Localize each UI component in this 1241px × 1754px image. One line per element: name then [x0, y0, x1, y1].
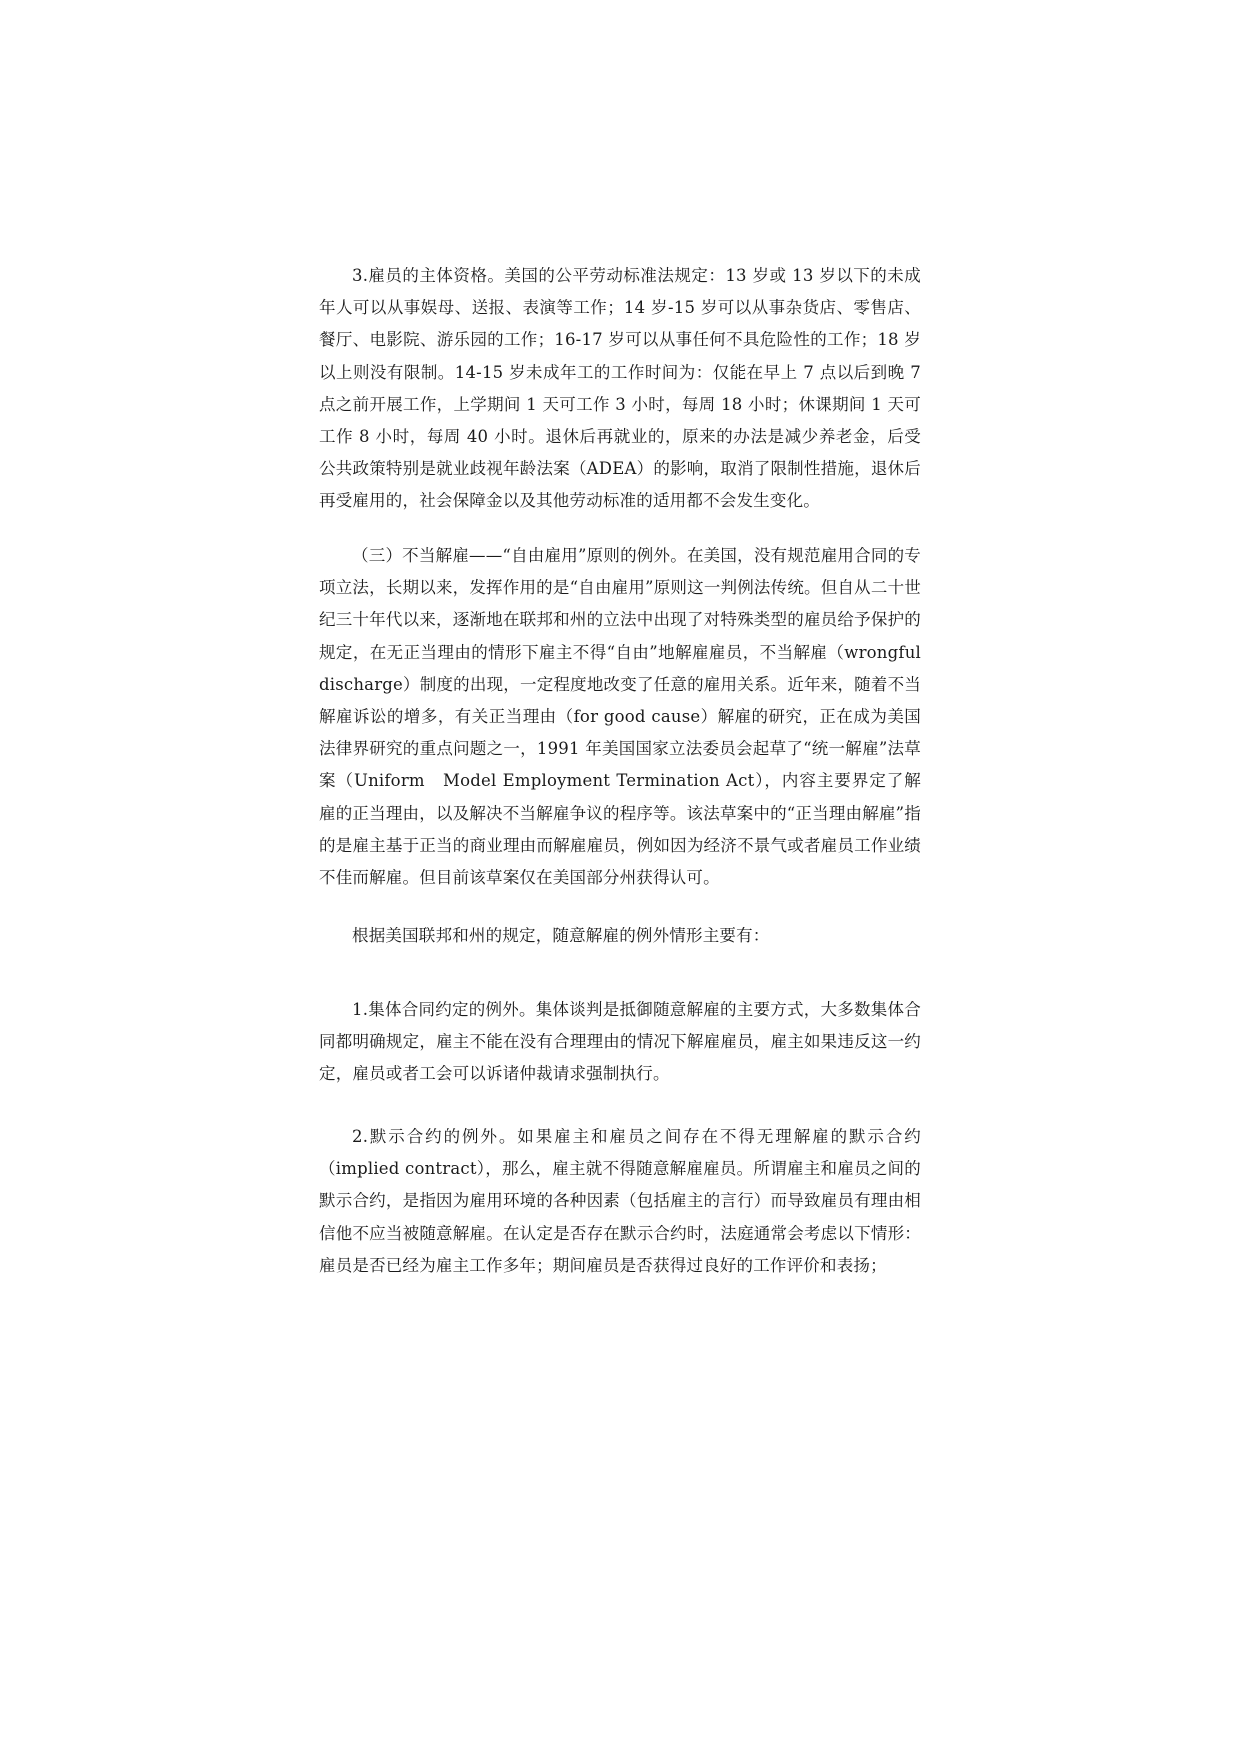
paragraph-wrongful-discharge: （三）不当解雇——“自由雇用”原则的例外。在美国，没有规范雇用合同的专项立法，长期以来，发挥作用的是“自由雇用”原则这一判例法传统。但自从二十世纪三十年代以来，逐渐地在联邦和州的立法中出现了对特殊类型的雇员给予保护的规定，在无正当理由的情形下雇主不得“自由”地解雇雇员，不当解雇（wrongful discharge）制度的出现，一定程度地改变了任意的雇用关系。近年来，随着不当解雇诉讼的增多，有关正当理由（for good cause）解雇的研究，正在成为美国法律界研究的重点问题之一，1991 年美国国家立法委员会起草了“统一解雇”法草案（Uniform Model Employment Termination Act），内容主要界定了解雇的正当理由，以及解决不当解雇争议的程序等。该法草案中的“正当理由解雇”指的是雇主基于正当的商业理由而解雇雇员，例如因为经济不景气或者雇员工作业绩不佳而解雇。但目前该草案仅在美国部分州获得认可。 — [319, 546, 921, 888]
paragraph-implied-contract-exception: 2.默示合约的例外。如果雇主和雇员之间存在不得无理解雇的默示合约（implied contract），那么，雇主就不得随意解雇雇员。所谓雇主和雇员之间的默示合约，是指因为雇用环境的各种因素（包括雇主的言行）而导致雇员有理由相信他不应当被随意解雇。在认定是否存在默示合约时，法庭通常会考虑以下情形：雇员是否已经为雇主工作多年；期间雇员是否获得过良好的工作评价和表扬； — [319, 1127, 921, 1275]
paragraph-collective-contract-exception: 1.集体合同约定的例外。集体谈判是抵御随意解雇的主要方式，大多数集体合同都明确规定，雇主不能在没有合理理由的情况下解雇雇员，雇主如果违反这一约定，雇员或者工会可以诉诸仲裁请求强制执行。 — [319, 1000, 921, 1084]
paragraph-employee-qualification: 3.雇员的主体资格。美国的公平劳动标准法规定：13 岁或 13 岁以下的未成年人可以从事娱母、送报、表演等工作；14 岁-15 岁可以从事杂货店、零售店、餐厅、电影院、游乐园的工作；16-17 岁可以从事任何不具危险性的工作；18 岁以上则没有限制。14-15 岁未成年工的工作时间为：仅能在早上 7 点以后到晚 7 点之前开展工作，上学期间 1 天可工作 3 小时，每周 18 小时；休课期间 1 天可工作 8 小时，每周 40 小时。退休后再就业的，原来的办法是减少养老金，后受公共政策特别是就业歧视年龄法案（ADEA）的影响，取消了限制性措施，退休后再受雇用的，社会保障金以及其他劳动标准的适用都不会发生变化。 — [319, 266, 921, 511]
paragraph-exceptions-intro: 根据美国联邦和州的规定，随意解雇的例外情形主要有： — [352, 926, 770, 945]
